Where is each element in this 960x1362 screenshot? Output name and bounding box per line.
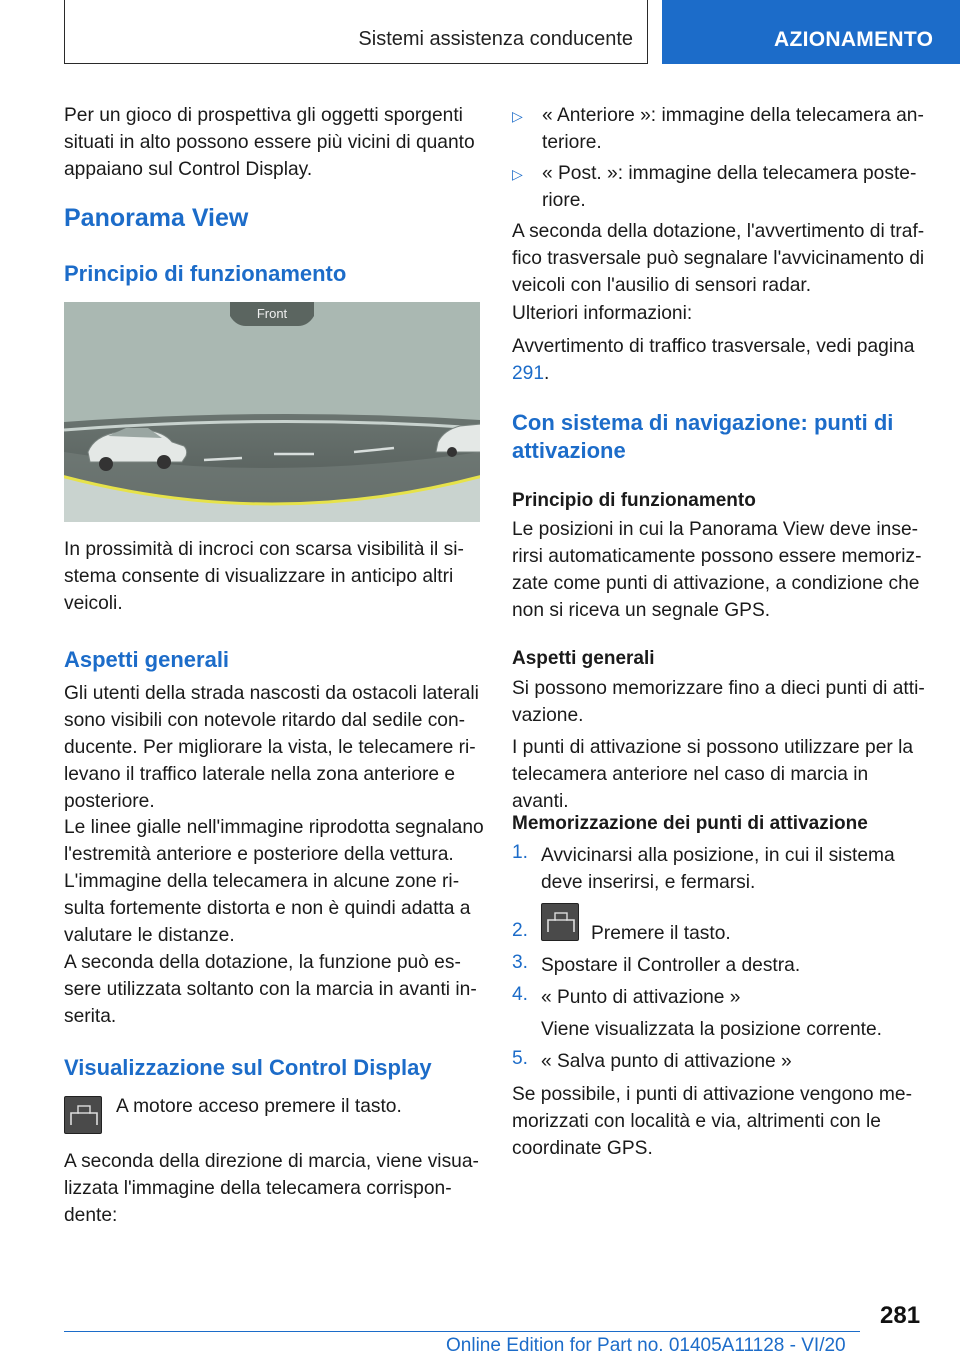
direzione-paragraph: A seconda della direzione di marcia, viene visualizzata l'immagine della telecamera corrispondente: — [64, 1151, 479, 1226]
motore-paragraph: A motore acceso premere il tasto. — [116, 1096, 402, 1117]
aspetti-2-paragraph-a: Si possono memorizzare fino a dieci punti di attivazione. — [512, 678, 925, 726]
heading-navigazione: Con sistema di navigazione: punti di attivazione — [512, 410, 894, 463]
footer-divider — [64, 1331, 860, 1332]
camera-view-illustration — [64, 302, 480, 522]
page-reference-link[interactable]: 291 — [512, 363, 545, 384]
reference-paragraph: Avvertimento di traffico trasversale, vedi pagina 291. — [512, 336, 915, 384]
camera-button-icon — [64, 1096, 102, 1134]
step-4-result: Viene visualizzata la posizione corrente. — [541, 1019, 882, 1040]
step-3: 3. Spostare il Controller a destra. — [512, 952, 801, 976]
triangle-bullet-icon: ▷ — [512, 108, 523, 124]
figure-caption-paragraph: In prossimità di incroci con scarsa visibilità il sistema consente di visualizzare in anticipo altri veicoli. — [64, 539, 464, 614]
header-chapter-tab — [662, 0, 960, 64]
footer-edition: Online Edition for Part no. 01405A11128 - VI/20 — [446, 1335, 846, 1356]
aspetti-paragraph-2: Le linee gialle nell'immagine riprodotta segnalano l'estremità anteriore e posteriore della vettura. — [64, 817, 484, 865]
header-section-title: Sistemi assistenza conducente — [358, 28, 633, 50]
heading-aspetti-generali: Aspetti generali — [64, 647, 230, 672]
heading-aspetti-2: Aspetti generali — [512, 648, 655, 669]
step-5: 5. « Salva punto di attivazione » — [512, 1048, 792, 1072]
step-2: 2. Premere il tasto. — [512, 903, 928, 943]
step-1: 1. Avvicinarsi alla posizione, in cui il sistema deve inserirsi, e fermarsi. — [512, 842, 895, 893]
camera-figure — [64, 302, 480, 522]
intro-paragraph: Per un gioco di prospettiva gli oggetti sporgenti situati in alto possono essere più vicini di quanto appaiano sul Control Display. — [64, 105, 475, 180]
ulteriori-paragraph: Ulteriori informazioni: — [512, 303, 693, 324]
aspetti-paragraph-1: Gli utenti della strada nascosti da ostacoli laterali sono visibili con notevole ritardo dal sedile conducente. Per migliorare la vista, le telecamere rilevano il traffico laterale nella zona anteriore e posteriore. — [64, 683, 479, 812]
final-paragraph: Se possibile, i punti di attivazione vengono memorizzati con località e via, altrimenti con le coordinate GPS. — [512, 1084, 912, 1159]
triangle-bullet-icon: ▷ — [512, 166, 523, 182]
camera-button-icon — [541, 903, 579, 941]
aspetti-paragraph-4: A seconda della dotazione, la funzione può essere utilizzata soltanto con la marcia in avanti inserita. — [64, 952, 477, 1027]
aspetti-2-paragraph-b: I punti di attivazione si possono utilizzare per la telecamera anteriore nel caso di marcia in avanti. — [512, 737, 914, 812]
principio-2-paragraph: Le posizioni in cui la Panorama View deve inserirsi automaticamente possono essere memorizzate come punti di attivazione, a condizione che non si riceva un segnale GPS. — [512, 519, 922, 621]
heading-principio: Principio di funzionamento — [64, 261, 347, 286]
avvertimento-paragraph: A seconda della dotazione, l'avvertimento di traffico trasversale può segnalare l'avvicinamento di veicoli con l'ausilio di sensori radar. — [512, 221, 925, 296]
page-number: 281 — [880, 1302, 921, 1329]
heading-visualizzazione: Visualizzazione sul Control Display — [64, 1055, 432, 1080]
header-chapter-title: AZIONAMENTO — [774, 28, 934, 51]
figure-front-label: Front — [256, 306, 288, 321]
heading-principio-2: Principio di funzionamento — [512, 490, 756, 511]
step-4: 4. « Punto di attivazione » — [512, 984, 741, 1008]
aspetti-paragraph-3: L'immagine della telecamera in alcune zone risulta fortemente distorta e non è quindi adatta a valutare le distanze. — [64, 871, 471, 946]
heading-panorama-view: Panorama View — [64, 204, 249, 232]
heading-memorizzazione: Memorizzazione dei punti di attivazione — [512, 813, 868, 834]
header-section-box — [64, 0, 648, 64]
